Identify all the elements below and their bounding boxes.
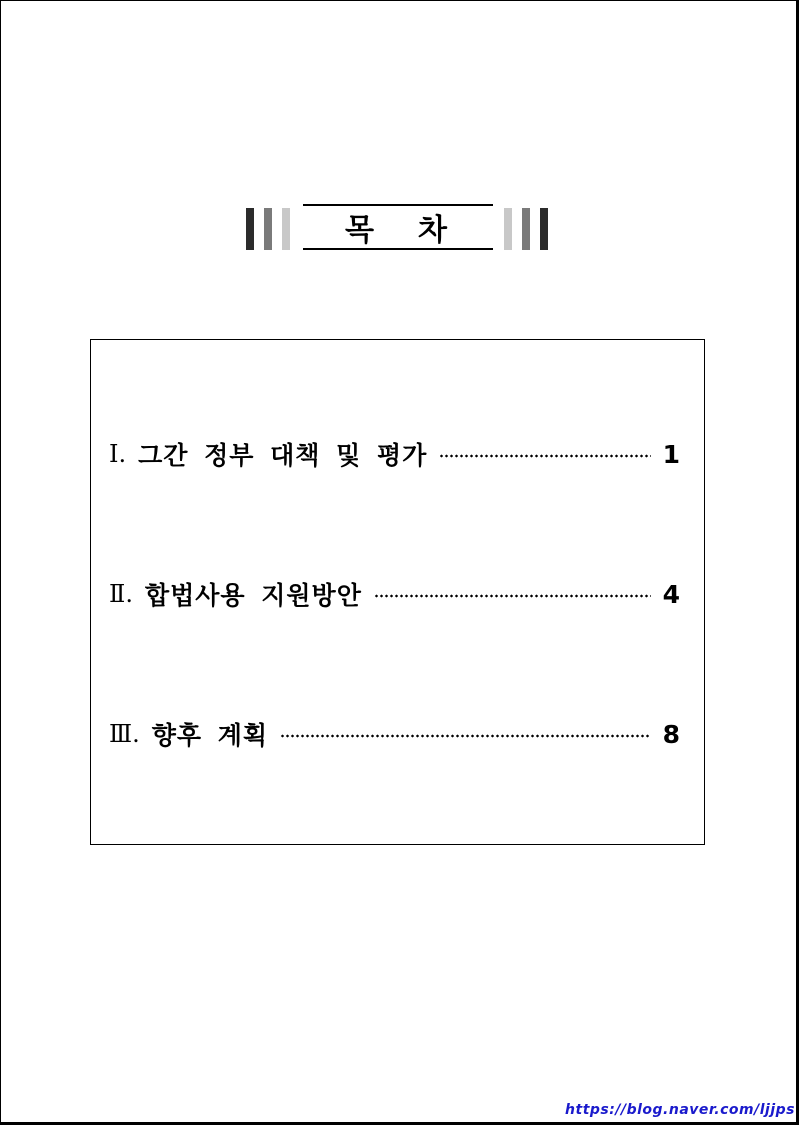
title-bar-right-dark bbox=[540, 208, 548, 250]
toc-entry[interactable] bbox=[109, 576, 680, 612]
title-bar-right-light bbox=[504, 208, 512, 250]
blog-url-watermark[interactable]: https://blog.naver.com/ljjps bbox=[565, 1102, 795, 1118]
toc-leader-dots bbox=[280, 734, 651, 738]
toc-box bbox=[90, 339, 705, 845]
toc-label: 향후 계획 bbox=[151, 721, 269, 750]
toc-page-number: 8 bbox=[662, 719, 680, 749]
toc-page-number: 1 bbox=[662, 439, 680, 469]
page-title-char-1: 목 bbox=[345, 213, 378, 248]
toc-entry[interactable] bbox=[109, 436, 680, 472]
toc-label: 그간 정부 대책 및 평가 bbox=[138, 441, 428, 470]
toc-label: 합법사용 지원방안 bbox=[144, 581, 362, 610]
title-bar-left-mid bbox=[264, 208, 272, 250]
page-title-char-2: 차 bbox=[418, 213, 451, 248]
title-bar-right-mid bbox=[522, 208, 530, 250]
title-bar-left-light bbox=[282, 208, 290, 250]
page-title bbox=[303, 204, 493, 250]
toc-leader-dots bbox=[374, 594, 651, 598]
toc-leader-dots bbox=[439, 454, 650, 458]
toc-numeral: Ⅲ. bbox=[109, 720, 140, 748]
toc-entry[interactable] bbox=[109, 716, 680, 752]
toc-page-number: 4 bbox=[662, 579, 680, 609]
toc-numeral: Ⅱ. bbox=[109, 580, 133, 608]
toc-title-block bbox=[246, 204, 550, 252]
toc-numeral: Ⅰ. bbox=[109, 440, 127, 468]
title-bar-left-dark bbox=[246, 208, 254, 250]
